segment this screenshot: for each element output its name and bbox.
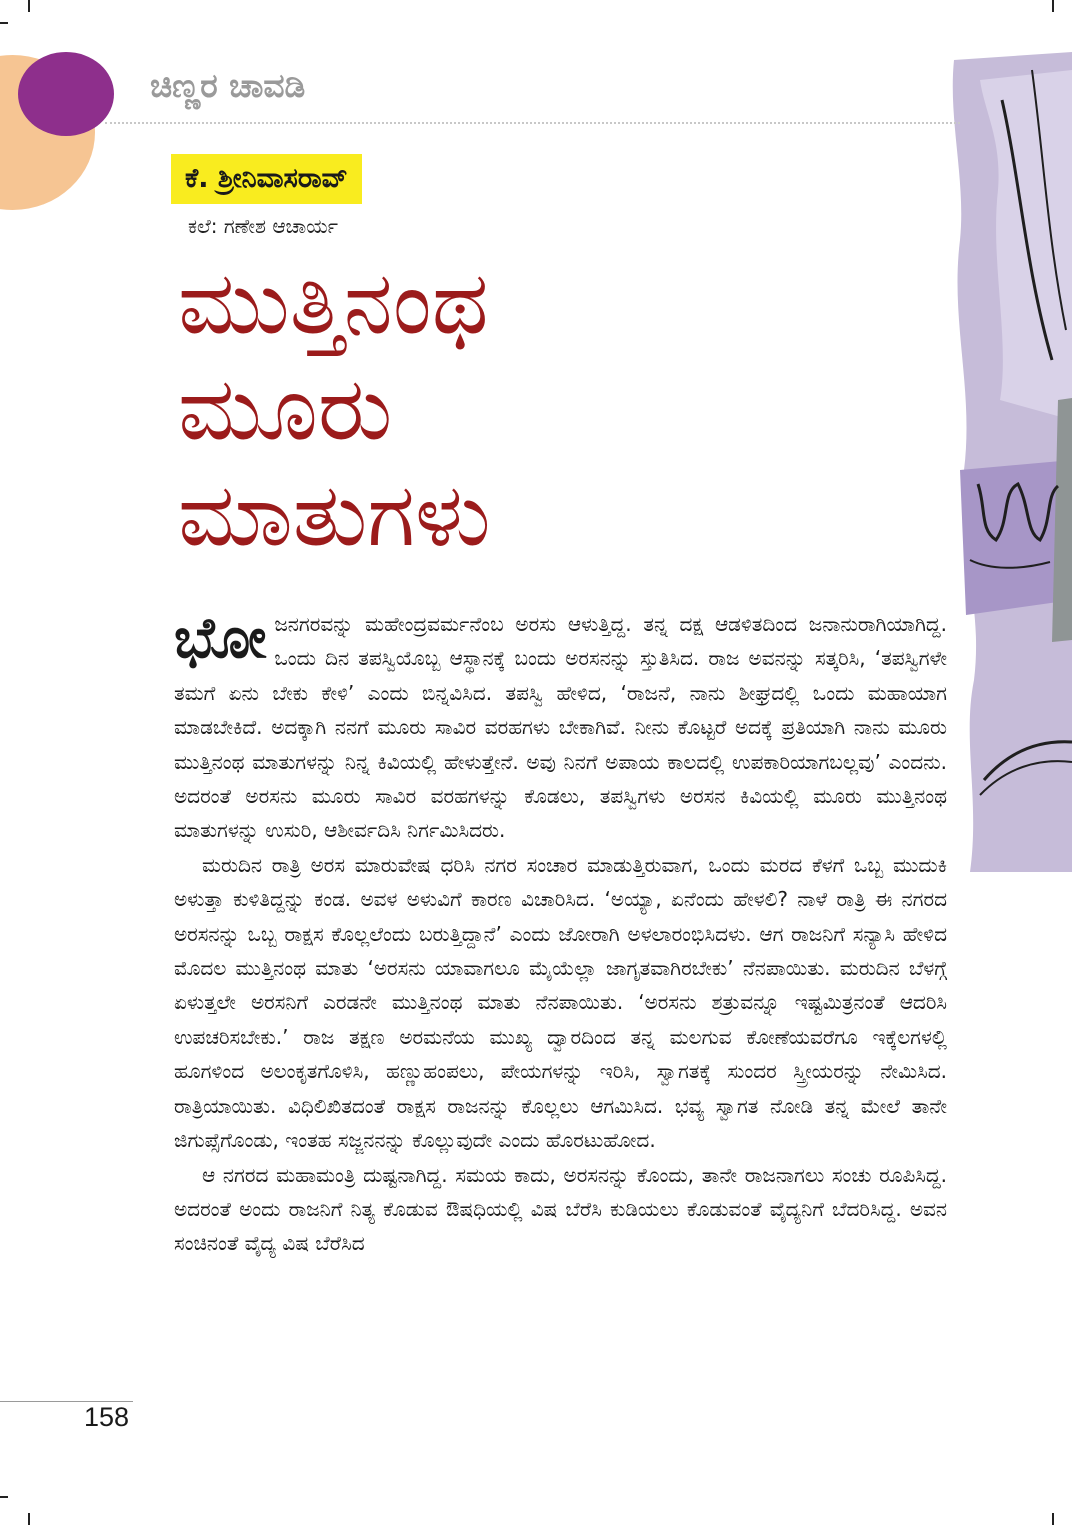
decorative-purple-circle [18, 52, 114, 136]
page-number: 158 [84, 1402, 130, 1432]
article-paragraph: ಆ ನಗರದ ಮಹಾಮಂತ್ರಿ ದುಷ್ಟನಾಗಿದ್ದ. ಸಮಯ ಕಾದು, ಅರಸನನ್ನು ಕೊಂದು, ತಾನೇ ರಾಜನಾಗಲು ಸಂಚು ರೂಪಿಸಿದ್ದ. ಅದರಂತೆ ಅಂದು ರಾಜನಿಗೆ ನಿತ್ಯ ಕೊಡುವ ಔಷಧಿಯಲ್ಲಿ ವಿಷ ಬೆರೆಸಿ ಕುಡಿಯಲು ಕೊಡುವಂತೆ ವೈದ್ಯನಿಗೆ ಬೆದರಿಸಿದ್ದ. ಅವನ ಸಂಚಿನಂತೆ ವೈದ್ಯ ವಿಷ ಬೆರೆಸಿದ [174, 1162, 947, 1256]
story-title [178, 250, 618, 568]
crop-mark-left-upper [0, 22, 8, 24]
title-line: ಮುತ್ತಿನಂಥ [178, 251, 489, 354]
crop-mark-top-right [1052, 0, 1054, 12]
article-paragraph [174, 607, 947, 848]
illustration-curtain [940, 40, 1072, 880]
paragraph-text: ಜನಗರವನ್ನು ಮಹೇಂದ್ರವರ್ಮನೆಂಬ ಅರಸು ಆಳುತ್ತಿದ್ದ. ತನ್ನ ದಕ್ಷ ಆಡಳಿತದಿಂದ ಜನಾನುರಾಗಿಯಾಗಿದ್ದ. ಒಂದು ದಿನ ತಪಸ್ವಿಯೊಬ್ಬ ಆಸ್ಥಾನಕ್ಕೆ ಬಂದು ಅರಸನನ್ನು ಸ್ತುತಿಸಿದ. ರಾಜ ಅವನನ್ನು ಸತ್ಕರಿಸಿ, ‘ತಪಸ್ವಿಗಳೇ ತಮಗೆ ಏನು ಬೇಕು ಕೇಳಿ’ ಎಂದು ಬಿನ್ನವಿಸಿದ. ತಪಸ್ವಿ ಹೇಳಿದ, ‘ರಾಜನೆ, ನಾನು ಶೀಘ್ರದಲ್ಲಿ ಒಂದು ಮಹಾಯಾಗ ಮಾಡಬೇಕಿದೆ. ಅದಕ್ಕಾಗಿ ನನಗೆ ಮೂರು ಸಾವಿರ ವರಹಗಳು ಬೇಕಾಗಿವೆ. ನೀನು ಕೊಟ್ಟರೆ ಅದಕ್ಕೆ ಪ್ರತಿಯಾಗಿ ನಾನು ಮೂರು ಮುತ್ತಿನಂಥ ಮಾತುಗಳನ್ನು ನಿನ್ನ ಕಿವಿಯಲ್ಲಿ ಹೇಳುತ್ತೇನೆ. ಅವು ನಿನಗೆ ಅಪಾಯ ಕಾಲದಲ್ಲಿ ಉಪಕಾರಿಯಾಗಬಲ್ಲವು’ ಎಂದನು. ಅದರಂತೆ ಅರಸನು ಮೂರು ಸಾವಿರ ವರಹಗಳನ್ನು ಕೊಡಲು, ತಪಸ್ವಿಗಳು ಅರಸನ ಕಿವಿಯಲ್ಲಿ ಮೂರು ಮುತ್ತಿನಂಥ ಮಾತುಗಳನ್ನು ಉಸುರಿ, ಆಶೀರ್ವದಿಸಿ ನಿರ್ಗಮಿಸಿದರು. [174, 612, 947, 843]
crop-mark-left-lower [0, 1496, 8, 1498]
article-paragraph: ಮರುದಿನ ರಾತ್ರಿ ಅರಸ ಮಾರುವೇಷ ಧರಿಸಿ ನಗರ ಸಂಚಾರ ಮಾಡುತ್ತಿರುವಾಗ, ಒಂದು ಮರದ ಕೆಳಗೆ ಒಬ್ಬ ಮುದುಕಿ ಅಳುತ್ತಾ ಕುಳಿತಿದ್ದನ್ನು ಕಂಡ. ಅವಳ ಅಳುವಿಗೆ ಕಾರಣ ವಿಚಾರಿಸಿದ. ‘ಅಯ್ಯಾ, ಏನೆಂದು ಹೇಳಲಿ? ನಾಳೆ ರಾತ್ರಿ ಈ ನಗರದ ಅರಸನನ್ನು ಒಬ್ಬ ರಾಕ್ಷಸ ಕೊಲ್ಲಲೆಂದು ಬರುತ್ತಿದ್ದಾನೆ’ ಎಂದು ಜೋರಾಗಿ ಅಳಲಾರಂಭಿಸಿದಳು. ಆಗ ರಾಜನಿಗೆ ಸನ್ಯಾಸಿ ಹೇಳಿದ ಮೊದಲ ಮುತ್ತಿನಂಥ ಮಾತು ‘ಅರಸನು ಯಾವಾಗಲೂ ಮೈಯೆಲ್ಲಾ ಜಾಗೃತವಾಗಿರಬೇಕು’ ನೆನಪಾಯಿತು. ಮರುದಿನ ಬೆಳಗ್ಗೆ ಏಳುತ್ತಲೇ ಅರಸನಿಗೆ ಎರಡನೇ ಮುತ್ತಿನಂಥ ಮಾತು ನೆನಪಾಯಿತು. ‘ಅರಸನು ಶತ್ರುವನ್ನೂ ಇಷ್ಟಮಿತ್ರನಂತೆ ಆದರಿಸಿ ಉಪಚರಿಸಬೇಕು.’ ರಾಜ ತಕ್ಷಣ ಅರಮನೆಯ ಮುಖ್ಯ ದ್ವಾರದಿಂದ ತನ್ನ ಮಲಗುವ ಕೋಣೆಯವರೆಗೂ ಇಕ್ಕೆಲಗಳಲ್ಲಿ ಹೂಗಳಿಂದ ಅಲಂಕೃತಗೊಳಿಸಿ, ಹಣ್ಣುಹಂಪಲು, ಪೇಯಗಳನ್ನು ಇರಿಸಿ, ಸ್ವಾಗತಕ್ಕೆ ಸುಂದರ ಸ್ತ್ರೀಯರನ್ನು ನೇಮಿಸಿದ. ರಾತ್ರಿಯಾಯಿತು. ವಿಧಿಲಿಖಿತದಂತೆ ರಾಕ್ಷಸ ರಾಜನನ್ನು ಕೊಲ್ಲಲು ಆಗಮಿಸಿದ. ಭವ್ಯ ಸ್ವಾಗತ ನೋಡಿ ತನ್ನ ಮೇಲೆ ತಾನೇ ಜಿಗುಪ್ಸೆಗೊಂಡು, ಇಂತಹ ಸಜ್ಜನನನ್ನು ಕೊಲ್ಲುವುದೇ ಎಂದು ಹೊರಟುಹೋದ. [174, 852, 947, 1153]
section-header: ಚಿಣ್ಣರ ಚಾವಡಿ [150, 66, 306, 105]
title-line: ಮಾತುಗಳು [178, 463, 491, 566]
crop-mark-bottom-left [28, 1513, 30, 1525]
title-line: ಮೂರು [178, 357, 393, 460]
author-name: ಕೆ. ಶ್ರೀನಿವಾಸರಾವ್ [171, 154, 362, 204]
dropcap: ಭೋ [174, 606, 267, 671]
crop-mark-top-left [28, 0, 30, 12]
header-divider [105, 122, 960, 124]
crop-mark-bottom-right [1052, 1513, 1054, 1525]
artist-credit: ಕಲೆ: ಗಣೇಶ ಆಚಾರ್ಯ [188, 214, 339, 238]
article-body [174, 607, 947, 1261]
